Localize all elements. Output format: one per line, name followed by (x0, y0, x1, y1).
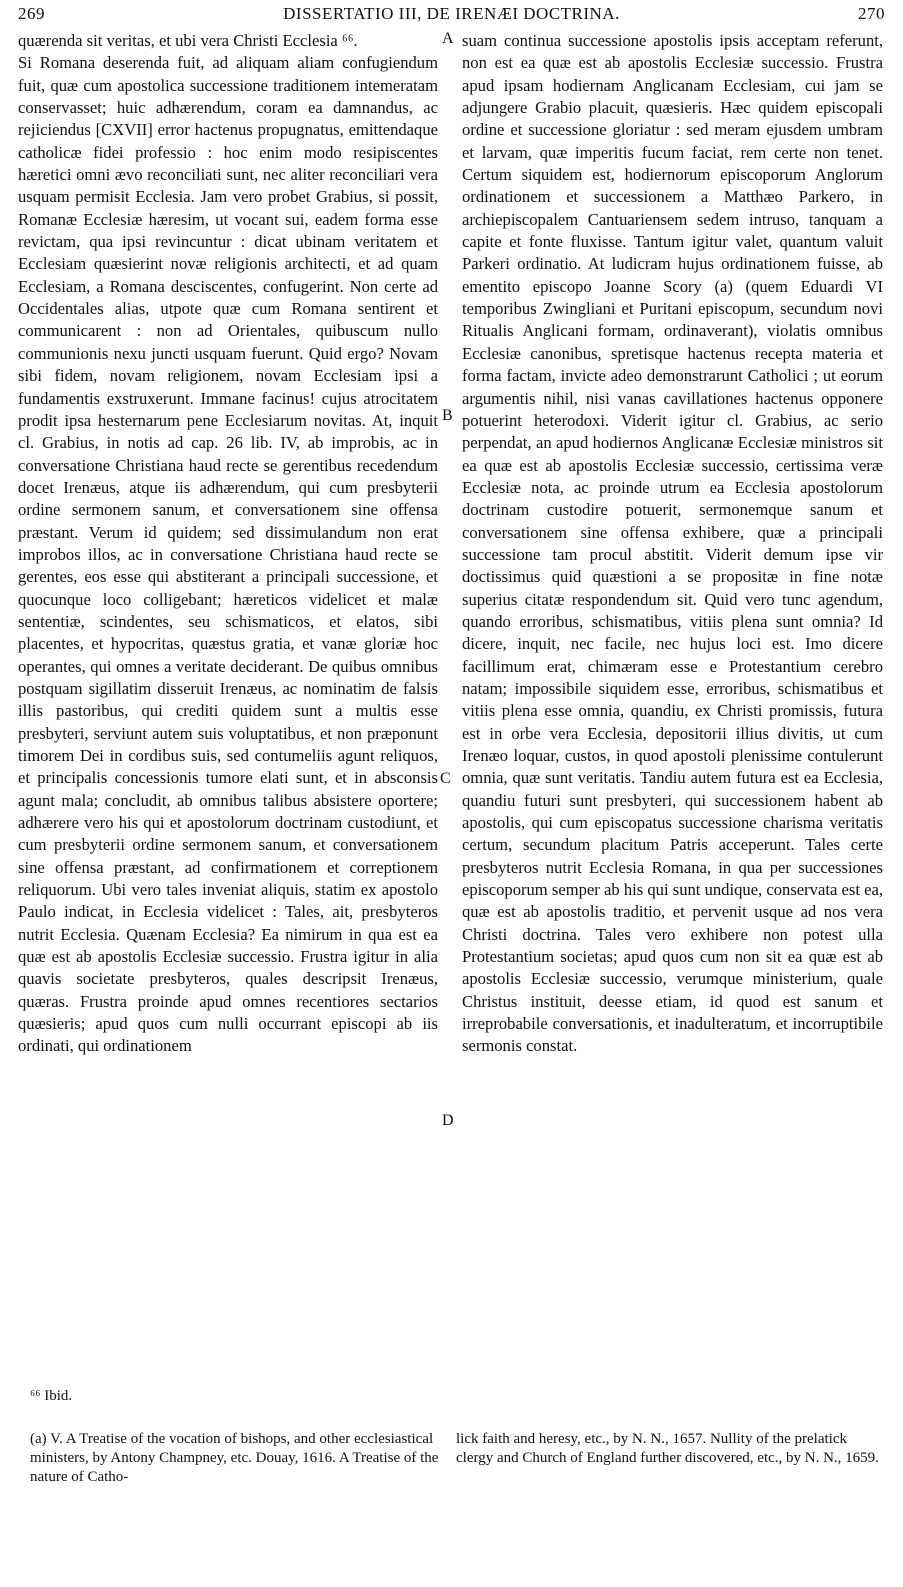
right-column-text: suam continua successione apostolis ipsis acceptam referunt, non est ea quæ est ab apostolis Ecclesiæ successio. Frustra apud ipsam hodiernam Anglicanam Ecclesiam, cui jam se adjungere Grabio placuit, quæsieris. Hæc quidem episcopali ordine et successione gloriatur : sed meram ejusdem umbram et larvam, quæ imperitis fucum faciat, rem certe non tenet. Certum siquidem est, hodiernorum episcoporum Anglorum ordinationem et successionem a Matthæo Parkero, in archiepiscopalem Cantuariensem sedem intruso, tanquam a capite et fonte fluxisse. Tantum igitur valet, quantum valuit Parkeri ordinatio. At ludicram hujus ordinationem fuisse, ab ementito episcopo Joanne Scory (a) (quem Eduardi VI temporibus Zwingliani et Puritani episcopum, secundum novi Ritualis Anglicani formam, ordinaverant), violatis omnibus Ecclesiæ canonibus, spretisque hactenus recepta materia et forma factam, invicte adeo demonstrarunt Catholici ; ut eorum argumentis nihil, nisi vanas cavillationes hactenus opponere potuerint heterodoxi. Viderit igitur cl. Grabius, ac serio perpendat, an apud hodiernos Anglicanæ Ecclesiæ ministros sit ea quæ est ab apostolis Ecclesiæ successio, certissima veræ Ecclesiæ nota, ac proinde utrum ea Ecclesia apostolorum doctrinam custodire potuerit, sermonemque sanum et conversationem sine offensa exhibere, quæ a principali successione tam procul abstitit. Viderit demum ipse vir doctissimus quid quæstioni a se propositæ in fine notæ superius citatæ respondendum sit. Quid vero tunc agendum, quando erroribus, schismatibus, vitiis plena sunt omnia? Id dicere, inquit, nec facile, nec hujus loci est. Imo dicere facillimum erat, chimæram esse e Protestantium cerebro natam; impossibile siquidem esse, erroribus, schismatibus et vitiis plena esse omnia, quandiu, ex Christi promissis, futura est in orbe vera Ecclesia, depositorii illius divitis, ut cum Irenæo loquar, custos, in quod apostoli plenissime contulerunt omnia, quæ sunt veritatis. Tandiu autem futura est ea Ecclesia, quandiu futuri sunt presbyteri, qui successionem habent ab apostolis, qui cum episcopatus successione charisma veritatis certum, secundum placitum Patris acceperunt. Tales certe presbyteros nutrit Ecclesia Romana, in qua per successiones episcoporum semper ab his qui sunt undique, conservata est ea, quæ est ab apostolis traditio, et pervenit usque ad nos vera Christi doctrina. Tales vero exhibere non potest ulla Protestantium societas; apud quos cum non sit ea quæ est ab apostolis Ecclesiæ successio, verumque ministerium, quale Christus instituit, deesse etiam, id quod est sanum et irreprobabile conversationis, et inadulteratum, et incorruptibile sermonis constat. (462, 31, 883, 1056)
section-marker-b: B (442, 407, 453, 424)
page-number-left: 269 (18, 4, 45, 23)
left-column-text-2: Si Romana deserenda fuit, ad aliquam aliam confugiendum fuit, quæ cum apostolica successione traditionem intemeratam conservasset; huic adhærendum, coram ea damnandus, ac rejiciendus [CXVII] error hactenus propugnatus, emittendaque catholicæ fidei professio : hoc enim modo resipiscentes hæretici omni ævo reconciliati sunt, nec aliter reconciliari vera usquam permisit Ecclesia. Jam vero probet Grabius, si possit, Romanæ Ecclesiæ hæresim, ut vocant sui, eadem forma esse revictam, qua ipsi revincuntur : dicat ubinam veritatem et Ecclesiam quæsierint novæ religionis architecti, et ad quam Ecclesiam, a Romana desciscentes, confugerint. Non certe ad Occidentales alias, utpote quæ cum Romana sentirent et communicarent : non ad Orientales, quibuscum nullo communionis nexu juncti usquam fuerunt. Quid ergo? Novam sibi fidem, novam religionem, novam Ecclesiam ipsi a fundamentis exstruxerunt. Immane facinus! cujus atrocitatem prodit ipsa hesternarum pene Ecclesiarum novitas. At, inquit cl. Grabius, in notis ad cap. 26 lib. IV, ab improbis, ac in conversatione Christiana haud recte se gerentibus recedendum docet Irenæus, atque iis adhærendum, qui cum presbyterii ordine sermonem sanum, et conversationem sine offensa præstant. Verum id quidem; sed dissimulandum non erat improbos illos, ac in conversatione Christiana haud recte se gerentes, eos esse qui abstiterant a principali successione, et quocunque loco colligebant; hæreticos videlicet et malæ sententiæ, scindentes, seu schismaticos, et elatos, sibi placentes, et hypocritas, quæstus gratia, et vanæ gloriæ hoc operantes, qui omnes a veritate deciderant. De quibus omnibus postquam sigillatim disseruit Irenæus, ac nominatim de falsis illis pastoribus, qui crediti quidem sunt a multis esse presbyteri, serviunt autem suis voluptatibus, et non præponunt timorem Dei in cordibus suis, sed contumeliis agunt reliquos, et principalis concessionis tumore elati sunt, et in absconsis agunt mala; concludit, ab omnibus talibus absistere oportere; adhærere vero his qui et apostolorum doctrinam custodiunt, et cum presbyterii ordine sermonem sanum, et conversationem sine offensa præstant, ad confirmationem et correptionem reliquorum. Ubi vero tales inveniat aliquis, statim ex apostolo Paulo indicat, in Ecclesia videlicet : Tales, ait, presbyteros nutrit Ecclesia. Quænam Ecclesia? Ea nimirum in qua est ea quæ est ab apostolis Ecclesiæ successio. Frustra igitur in alia quavis societate presbyteros, quales descripsit Irenæus, quæras. Frustra proinde apud omnes recentiores sectarios quæsieris; apud quos cum nulli occurrant episcopi ab iis ordinati, qui ordinationem (18, 53, 438, 1056)
running-title: DISSERTATIO III, DE IRENÆI DOCTRINA. (283, 4, 620, 23)
footnote-66: ⁶⁶ Ibid. (30, 1388, 73, 1404)
right-column (462, 30, 883, 1058)
left-column-text: quærenda sit veritas, et ubi vera Christi Ecclesia ⁶⁶. (18, 31, 358, 50)
running-header (18, 4, 885, 30)
left-column (18, 30, 438, 1058)
page-number-right: 270 (858, 4, 885, 23)
section-marker-d: D (442, 1112, 454, 1129)
bibliography-note-right: lick faith and heresy, etc., by N. N., 1657. Nullity of the prelatick clergy and Church of England further discovered, etc., by N. N., 1659. (456, 1431, 879, 1466)
bibliography-note-left: (a) V. A Treatise of the vocation of bishops, and other ecclesiastical ministers, by Antony Champney, etc. Douay, 1616. A Treatise of the nature of Catho- (30, 1431, 439, 1485)
section-marker-a: A (442, 30, 454, 47)
section-marker-c: C (440, 770, 451, 787)
